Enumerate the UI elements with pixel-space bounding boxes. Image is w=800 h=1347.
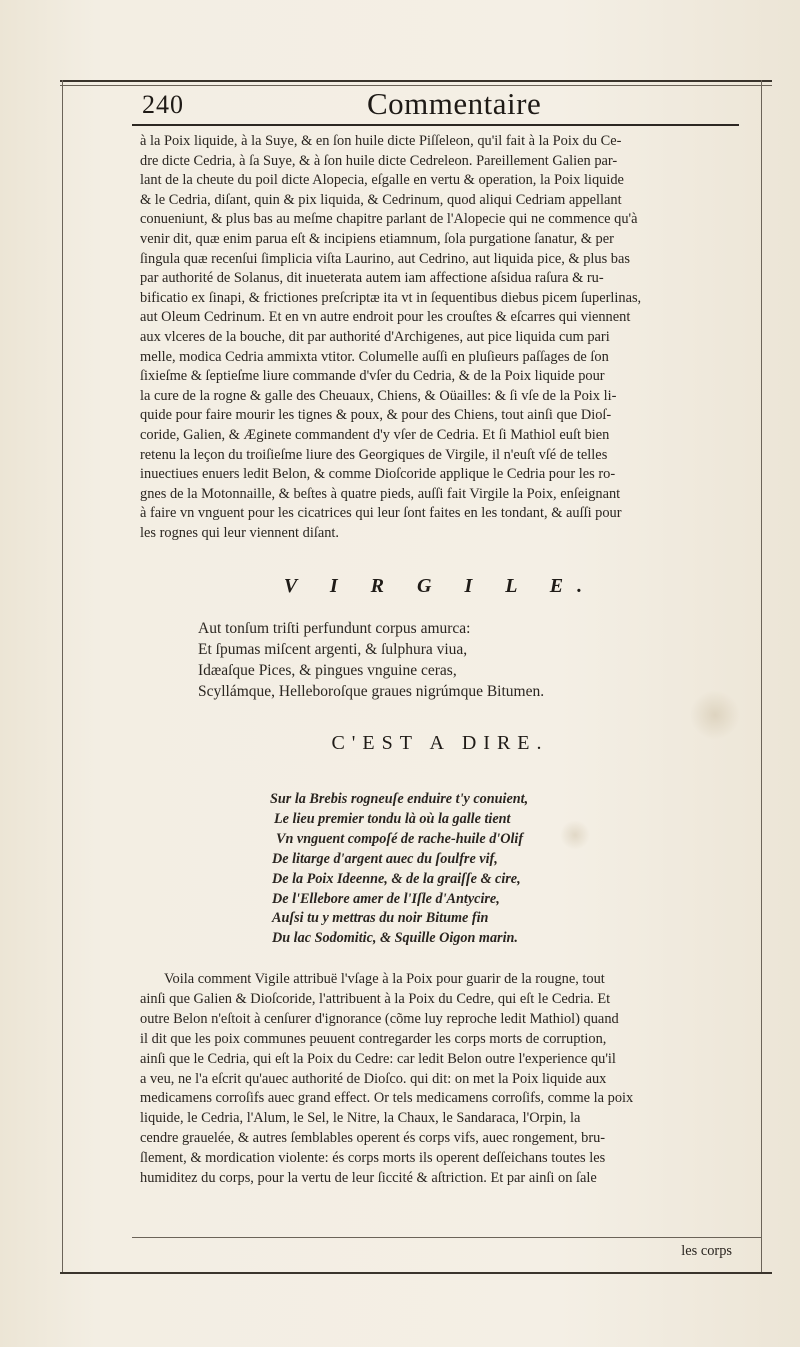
- frame-top-rule: [60, 80, 772, 82]
- text-line: ſixieſme & ſeptieſme liure commande d'vſer du Cedria, & de la Poix liquide pour: [140, 368, 605, 385]
- verse-line: De litarge d'argent auec du ſoulfre vif,: [272, 850, 498, 867]
- text-line: aux vlceres de la bouche, dit par authorité d'Archigenes, aut pice liquida cum pari: [140, 328, 610, 345]
- text-line: cendre grauelée, & autres ſemblables operent és corps vifs, auec rongement, bru-: [140, 1130, 606, 1147]
- text-line: il dit que les poix communes peuuent contregarder les corps morts de corruption,: [140, 1030, 607, 1047]
- verse-line: Du lac Sodomitic, & Squille Oigon marin.: [272, 930, 518, 947]
- text-line: à faire vn vnguent pour les cicatrices qui leur ſont faites en les tondant, & auſſi pour: [140, 505, 622, 522]
- frame-bottom-rule: [60, 1272, 772, 1274]
- text-line: ſingula quæ recenſui ſimplicia viſta Laurino, aut Cedrino, aut liquida pice, & plus bas: [140, 250, 630, 267]
- section-heading-virgile: V I R G I L E.: [283, 575, 597, 597]
- verse-line: Scyllámque, Helleboroſque graues nigrúmque Bitumen.: [198, 683, 545, 700]
- verse-line: Le lieu premier tondu là où la galle tient: [274, 810, 511, 827]
- text-line: ainſi que le Cedria, qui eſt la Poix du Cedre: car ledit Belon outre l'experience qu'il: [140, 1050, 616, 1067]
- closing-paragraph: [140, 970, 770, 1189]
- running-title: Commentaire: [367, 86, 542, 121]
- text-line: dre dicte Cedria, à ſa Suye, & à ſon huile dicte Cedreleon. Pareillement Galien par-: [140, 152, 618, 169]
- verse-line: Sur la Brebis rogneuſe enduire t'y conuient,: [270, 791, 529, 807]
- french-verse: [270, 790, 670, 949]
- text-line: a veu, ne l'a eſcrit qu'auec authorité de Dioſco. qui dit: on met la Poix liquide aux: [140, 1070, 607, 1087]
- page-number: 240: [142, 90, 184, 119]
- verse-line: De l'Ellebore amer de l'Iſle d'Antycire,: [272, 890, 500, 907]
- verse-line: Et ſpumas miſcent argenti, & ſulphura viua,: [198, 641, 468, 658]
- text-line: ſlement, & mordication violente: és corps morts ils operent deſſeichans toutes les: [140, 1150, 606, 1167]
- verse-line: Idæaſque Pices, & pingues vnguine ceras,: [198, 662, 457, 679]
- section-heading-cest-a-dire: C'EST A DIRE.: [331, 732, 549, 754]
- text-line: liquide, le Cedria, l'Alum, le Sel, le Nitre, la Chaux, le Sandaraca, l'Orpin, la: [140, 1110, 581, 1127]
- text-line: ainſi que Galien & Dioſcoride, l'attribuent à la Poix du Cedre, qui eſt le Cedria. Et: [140, 990, 611, 1007]
- text-line: melle, modica Cedria ammixta vtitor. Columelle auſſi en pluſieurs paſſages de ſon: [140, 348, 609, 365]
- text-line: bificatio ex ſinapi, & frictiones preſcriptæ ita vt in ſequentibus diebus picem ſuperlinas,: [140, 289, 642, 306]
- text-line: inuectiues enuers ledit Belon, & comme Dioſcoride applique le Cedria pour les ro-: [140, 466, 616, 483]
- verse-line: Auſsi tu y mettras du noir Bitume fin: [272, 910, 489, 927]
- text-line: quide pour faire mourir les tignes & poux, & pour des Chiens, tout ainſi que Dioſ-: [140, 407, 612, 424]
- footer-rule: [132, 1237, 762, 1238]
- body-paragraph: [140, 132, 768, 543]
- catchword: les corps: [681, 1243, 732, 1259]
- text-line: gnes de la Motonnaille, & beſtes à quatre pieds, auſſi fait Virgile la Poix, enſeignant: [140, 485, 621, 502]
- text-line: à la Poix liquide, à la Suye, & en ſon huile dicte Piſſeleon, qu'il fait à la Poix du Ce-: [140, 133, 622, 149]
- page-header: [142, 86, 742, 122]
- text-line: par authorité de Solanus, dit inueterata autem iam affectione aſsidua raſura & ru-: [140, 270, 604, 287]
- text-line: Voila comment Vigile attribuë l'vſage à la Poix pour guarir de la rougne, tout: [164, 971, 605, 987]
- text-line: les rognes qui leur viennent diſant.: [140, 524, 340, 541]
- text-line: outre Belon n'eſtoit à cenſurer d'ignorance (cõme luy reproche ledit Mathiol) quand: [140, 1010, 619, 1027]
- text-line: & le Cedria, diſant, quin & pix liquida, & Cedrinum, quod aliqui Cedriam appellant: [140, 191, 622, 208]
- text-line: medicamens corroſifs auec grand effect. Or tels medicamens corroſifs, comme la poix: [140, 1090, 634, 1107]
- text-line: coride, Galien, & Æginete commandent d'y vſer de Cedria. Et ſi Mathiol euſt bien: [140, 426, 610, 443]
- frame-left-border: [62, 80, 63, 1273]
- text-line: conueniunt, & plus bas au meſme chapitre parlant de l'Alopecie qui ne commence qu'à: [140, 211, 638, 228]
- text-line: retenu la leçon du troiſieſme liure des Georgiques de Virgile, il n'euſt vſé de telles: [140, 446, 608, 463]
- verse-line: Vn vnguent compoſé de rache-huile d'Olif: [276, 830, 524, 847]
- latin-verse: [198, 618, 718, 702]
- text-line: lant de la cheute du poil dicte Alopecia, eſgalle en vertu & operation, la Poix liquide: [140, 172, 624, 189]
- text-line: humiditez du corps, pour la vertu de leur ſiccité & aſtriction. Et par ainſi on ſale: [140, 1170, 597, 1187]
- header-rule: [132, 124, 739, 126]
- verse-line: De la Poix Ideenne, & de la graiſſe & cire,: [272, 870, 521, 887]
- text-line: venir dit, quæ enim parua eſt & incipiens etiamnum, ſola purgatione ſanatur, & per: [140, 230, 614, 247]
- verse-line: Aut tonſum triſti perfundunt corpus amurca:: [198, 620, 471, 637]
- text-line: la cure de la rogne & galle des Cheuaux, Chiens, & Oüailles: & ſi vſe de la Poix li-: [140, 387, 617, 404]
- text-line: aut Oleum Cedrinum. Et en vn autre endroit pour les crouſtes & eſcarres qui viennent: [140, 309, 631, 326]
